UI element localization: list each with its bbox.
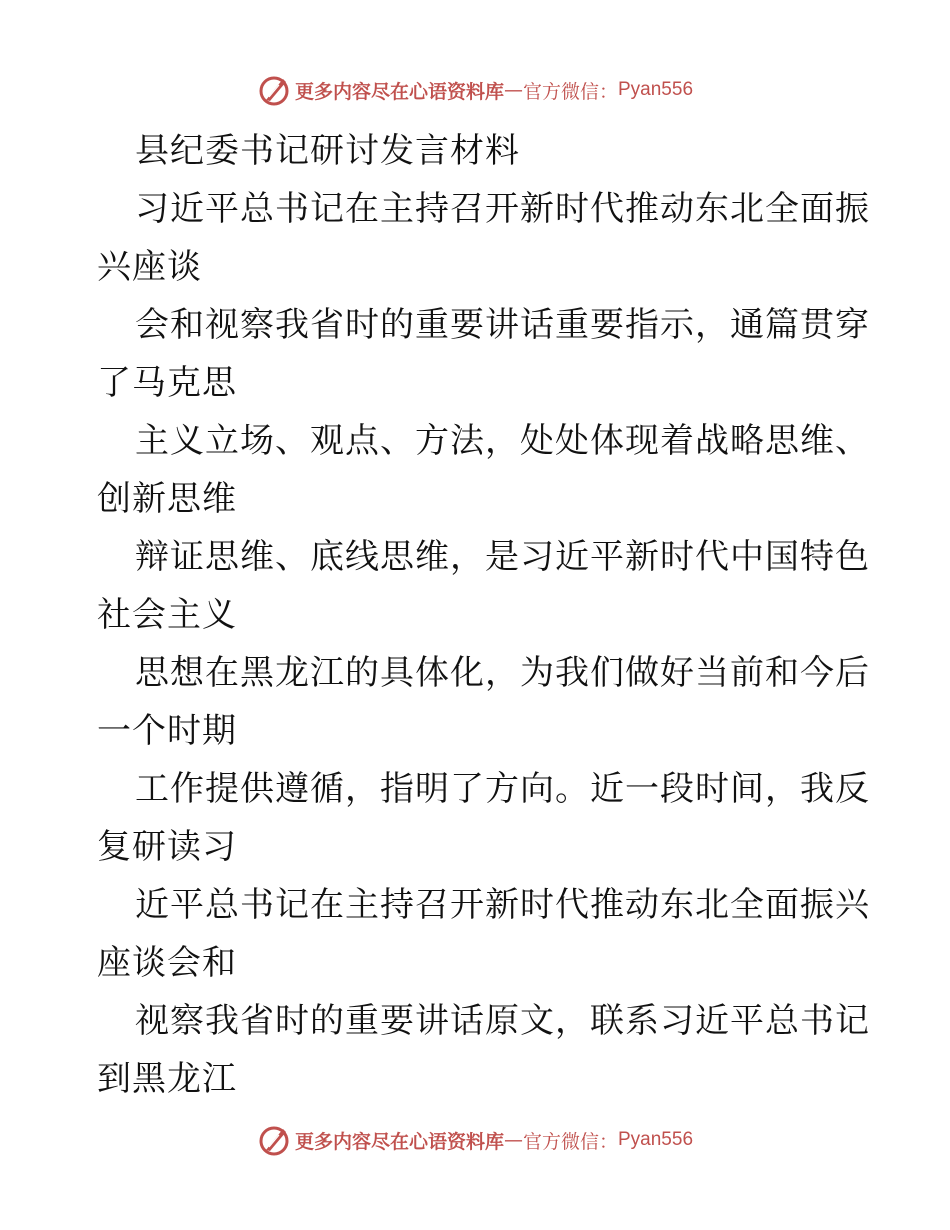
document-line: 视察我省时的重要讲话原文，联系习近平总书记 [135, 1001, 870, 1041]
banner-separator: — [503, 79, 523, 101]
document-line: 辩证思维、底线思维，是习近平新时代中国特色 [135, 537, 870, 577]
document-line: 近平总书记在主持召开新时代推动东北全面振兴 [135, 885, 870, 925]
feather-pen-circle-icon [257, 73, 291, 107]
document-line: 座谈会和 [97, 943, 237, 983]
document-line: 会和视察我省时的重要讲话重要指示，通篇贯穿 [135, 305, 870, 345]
feather-pen-circle-icon [257, 1123, 291, 1157]
banner-separator: — [503, 1129, 523, 1151]
footer-banner [0, 1120, 950, 1160]
document-line: 创新思维 [97, 479, 237, 519]
header-banner [0, 70, 950, 110]
banner-account: Pyan556 [618, 79, 694, 100]
document-line: 县纪委书记研讨发言材料 [135, 131, 520, 171]
document-line: 思想在黑龙江的具体化，为我们做好当前和今后 [135, 653, 870, 693]
banner-title: 更多内容尽在心语资料库 [294, 80, 504, 103]
document-line: 主义立场、观点、方法，处处体现着战略思维、 [135, 421, 870, 461]
document-body [97, 122, 870, 1108]
document-line: 了马克思 [97, 363, 237, 403]
banner-account: Pyan556 [618, 1129, 694, 1150]
document-line: 到黑龙江 [97, 1059, 237, 1099]
document-line: 复研读习 [97, 827, 237, 867]
banner-subtitle: 官方微信： [522, 1130, 618, 1153]
document-line: 一个时期 [97, 711, 237, 751]
document-line: 社会主义 [97, 595, 237, 635]
banner-title: 更多内容尽在心语资料库 [294, 1130, 504, 1153]
document-line: 工作提供遵循，指明了方向。近一段时间，我反 [135, 769, 870, 809]
document-line: 兴座谈 [97, 247, 202, 287]
document-line: 习近平总书记在主持召开新时代推动东北全面振 [135, 189, 870, 229]
banner-subtitle: 官方微信： [522, 80, 618, 103]
